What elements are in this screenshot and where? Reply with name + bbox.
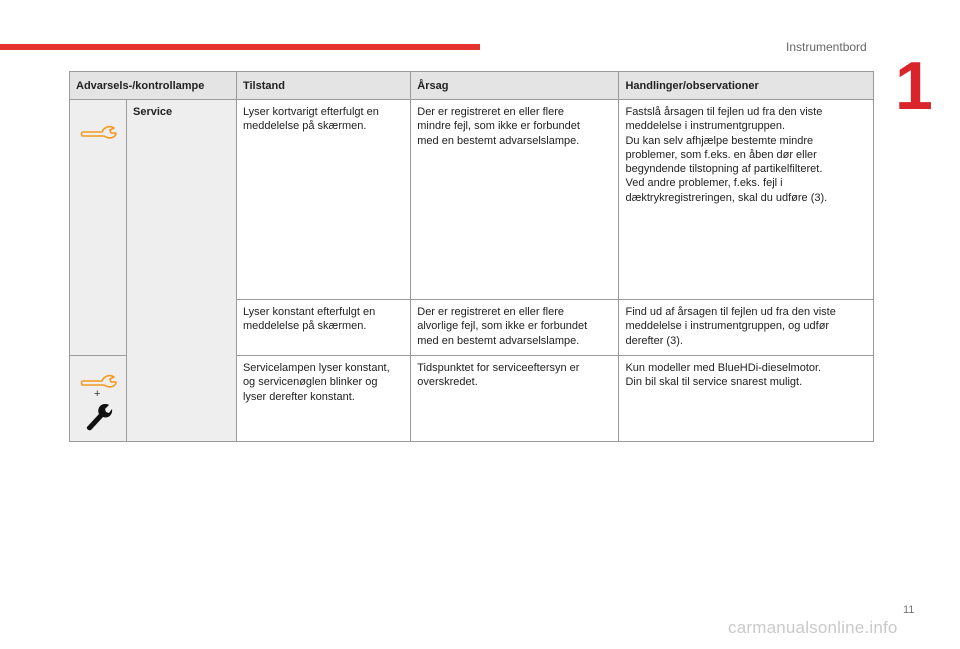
plus-sign: + (94, 388, 101, 400)
state-cell: Servicelampen lyser konstant, og servicenøglen blinker og lyser derefter konstant. (236, 356, 410, 442)
header-accent-bar (0, 44, 480, 50)
section-title: Instrumentbord (786, 40, 867, 54)
chapter-number: 1 (895, 48, 933, 124)
column-header-lamp: Advarsels-/kontrollampe (70, 72, 237, 100)
table-row (70, 100, 874, 300)
action-cell: Find ud af årsagen til fejlen ud fra den viste meddelelse i instrumentgruppen, og udfør derefter (3). (619, 300, 874, 356)
column-header-cause: Årsag (411, 72, 619, 100)
watermark: carmanualsonline.info (728, 618, 898, 637)
lamp-icon-cell (70, 100, 127, 356)
column-header-action: Handlinger/observationer (619, 72, 874, 100)
table-header-row (70, 72, 874, 100)
service-wrench-outline-icon (80, 117, 120, 141)
cause-cell: Der er registreret en eller flere mindre fejl, som ikke er forbundet med en bestemt advarselslampe. (411, 100, 619, 300)
page-number: 11 (903, 604, 915, 616)
service-wrench-solid-icon (83, 401, 113, 431)
state-cell: Lyser kortvarigt efterfulgt en meddelelse på skærmen. (236, 100, 410, 300)
service-label: Service (127, 100, 237, 442)
cause-cell: Der er registreret en eller flere alvorlige fejl, som ikke er forbundet med en bestemt advarselslampe. (411, 300, 619, 356)
warning-lamps-table (69, 71, 874, 442)
cause-cell: Tidspunktet for serviceeftersyn er overskredet. (411, 356, 619, 442)
state-cell: Lyser konstant efterfulgt en meddelelse på skærmen. (236, 300, 410, 356)
lamp-icon-cell (70, 356, 127, 442)
action-cell: Kun modeller med BlueHDi-dieselmotor. Din bil skal til service snarest muligt. (619, 356, 874, 442)
column-header-state: Tilstand (236, 72, 410, 100)
action-cell: Fastslå årsagen til fejlen ud fra den viste meddelelse i instrumentgruppen. Du kan selv afhjælpe bestemte mindre problemer, som f.eks. en åben dør eller begyndende tilstopning af partikelfilteret. Ved andre problemer, f.eks. fejl i dæktrykregistreringen, skal du udføre (3). (619, 100, 874, 300)
